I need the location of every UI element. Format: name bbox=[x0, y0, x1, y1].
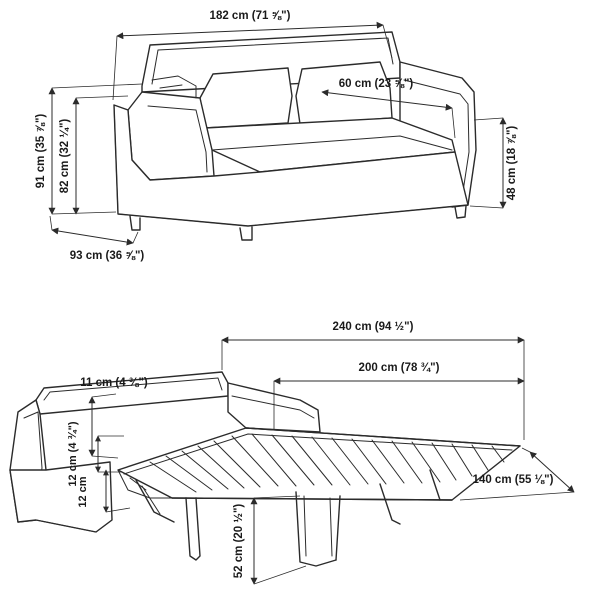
dim-label-bed-length: 200 cm (78 ¾") bbox=[358, 362, 440, 374]
sofa-open-illustration bbox=[10, 372, 520, 566]
dim-label-depth: 93 cm (36 ⅝") bbox=[69, 250, 145, 262]
dim-label-back-height: 82 cm (32 ¼") bbox=[59, 118, 71, 194]
sofa-closed-illustration bbox=[114, 32, 476, 240]
dim-label-frame-edge: 12 cm (4 ¾") bbox=[67, 421, 79, 487]
dim-label-bed-width: 140 cm (55 ⅛") bbox=[472, 474, 554, 486]
dim-top-arm-height bbox=[470, 118, 518, 208]
dim-label-slat-gap: 11 cm (4 ⅜") bbox=[80, 377, 148, 389]
dim-label-seat-depth: 60 cm (23 ⅝") bbox=[338, 78, 414, 90]
dim-bottom-bed-width bbox=[460, 448, 574, 500]
dim-bottom-bed-height bbox=[233, 496, 306, 584]
dim-label-height: 91 cm (35 ⅞") bbox=[35, 113, 47, 189]
dim-top-depth bbox=[50, 216, 144, 262]
dim-label-bed-height: 52 cm (20 ½") bbox=[233, 503, 245, 579]
dim-label-width: 182 cm (71 ⅝") bbox=[209, 10, 291, 22]
dim-label-arm-height: 48 cm (18 ⅞") bbox=[506, 125, 518, 201]
dim-label-total-length: 240 cm (94 ½") bbox=[332, 321, 414, 333]
dim-label-clearance: 12 cm bbox=[77, 476, 89, 508]
